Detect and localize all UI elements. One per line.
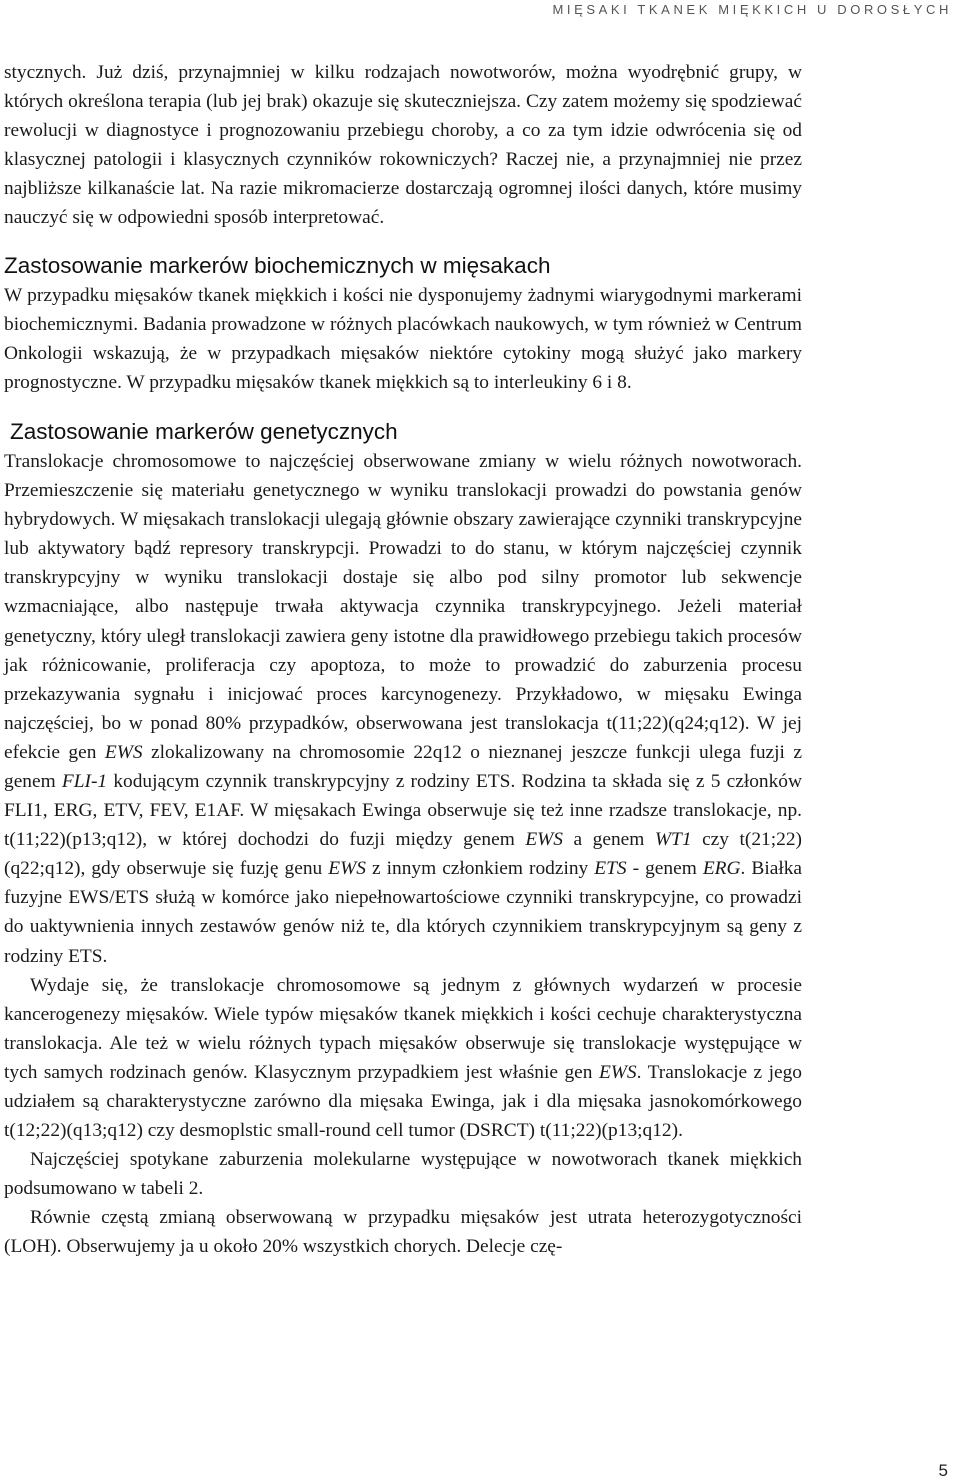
text-run: a genem bbox=[563, 829, 655, 851]
page-body bbox=[4, 58, 802, 1262]
genetic-paragraph-2 bbox=[4, 971, 802, 1146]
gene-name: EWS bbox=[525, 829, 564, 851]
text-run: - genem bbox=[626, 858, 703, 880]
genetic-paragraph-1 bbox=[4, 447, 802, 971]
text-run: z innym członkiem rodziny bbox=[365, 858, 595, 880]
gene-name: WT1 bbox=[654, 829, 692, 851]
running-header: MIĘSAKI TKANEK MIĘKKICH U DOROSŁYCH bbox=[552, 2, 952, 17]
genetic-paragraph-3: Najczęściej spotykane zaburzenia molekularne występujące w nowotworach tkanek miękkich podsumowano w tabeli 2. bbox=[4, 1149, 802, 1200]
text-run: czy t(21;22)(q22;q12), gdy obserwuje się fuzję genu bbox=[4, 829, 802, 880]
text-run: zlokalizowany na chromosomie 22q12 o nieznanej jeszcze funkcji ulega fuzji z genem bbox=[4, 741, 802, 792]
genetic-paragraph-4: Równie częstą zmianą obserwowaną w przypadku mięsaków jest utrata heterozygotyczności (LOH). Obserwujemy ja u około 20% wszystkich chorych. Delecje czę- bbox=[4, 1207, 802, 1258]
gene-name: ETS bbox=[594, 858, 627, 880]
section-heading-biochemical: Zastosowanie markerów biochemicznych w mięsakach bbox=[4, 252, 551, 278]
page-number: 5 bbox=[938, 1461, 948, 1480]
text-run: . Translokacje z jego udziałem są charakterystyczne zarówno dla mięsaka Ewinga, jak i dla mięsaka jasnokomórkowego t(12;22)(q13;q12) czy desmoplstic small-round cell tumor (DSRCT) t(11;22)(p13;q12). bbox=[4, 1061, 803, 1142]
text-run: kodującym czynnik transkrypcyjny z rodziny ETS. Rodzina ta składa się z 5 członków FLI1, ERG, ETV, FEV, E1AF. W mięsakach Ewinga obserwuje się też inne rzadsze translokacje, np. t(11;22)(p13;q12), w której dochodzi do fuzji między genem bbox=[4, 770, 802, 851]
gene-name: ERG bbox=[702, 858, 741, 880]
text-run: . Białka fuzyjne EWS/ETS służą w komórce jako niepełnowartościowe czynniki transkrypcyjne, co prowadzi do uaktywnienia innych zestawów genów niż te, dla których czynnikiem transkrypcyjnym są geny z rodziny ETS. bbox=[4, 858, 803, 967]
gene-name: FLI-1 bbox=[61, 770, 108, 792]
text-run: Wydaje się, że translokacje chromosomowe są jednym z głównych wydarzeń w procesie kancerogenezy mięsaków. Wiele typów mięsaków tkanek miękkich i kości cechuje charakterystyczna translokacja. Ale też w wielu różnych typach mięsaków obserwuje się translokacje występujące w tych samych rodzinach genów. Klasycznym przypadkiem jest właśnie gen bbox=[4, 974, 802, 1083]
biochemical-paragraph: W przypadku mięsaków tkanek miękkich i kości nie dysponujemy żadnymi wiarygodnymi markerami biochemicznymi. Badania prowadzone w różnych placówkach naukowych, w tym również w Centrum Onkologii wskazują, że w przypadkach mięsaków niektóre cytokiny mogą służyć jako markery prognostyczne. W przypadku mięsaków tkanek miękkich są to interleukiny 6 i 8. bbox=[4, 284, 802, 393]
text-run: Translokacje chromosomowe to najczęściej obserwowane zmiany w wielu różnych nowotworach. Przemieszczenie się materiału genetycznego w wyniku translokacji prowadzi do powstania genów hybrydowych. W mięsakach translokacji ulegają głównie obszary zawierające czynniki transkrypcyjne lub aktywatory bądź represory transkrypcji. Prowadzi to do stanu, w którym najczęściej czynnik transkrypcyjny w wyniku translokacji dostaje się albo pod silny promotor lub sekwencje wzmacniające, albo następuje trwała aktywacja czynnika transkrypcyjnego. Jeżeli materiał genetyczny, który uległ translokacji zawiera geny istotne dla prawidłowego przebiegu takich procesów jak różnicowanie, proliferacja czy apoptoza, to może to prowadzić do zaburzenia procesu przekazywania sygnału i inicjować proces karcynogenezy. Przykładowo, w mięsaku Ewinga najczęściej, bo w ponad 80% przypadków, obserwowana jest translokacja t(11;22)(q24;q12). W jej efekcie gen bbox=[4, 450, 802, 763]
gene-name: EWS bbox=[104, 741, 143, 763]
gene-name: EWS bbox=[598, 1061, 637, 1083]
section-heading-genetic: Zastosowanie markerów genetycznych bbox=[10, 418, 398, 444]
gene-name: EWS bbox=[328, 858, 366, 880]
intro-paragraph: stycznych. Już dziś, przynajmniej w kilku rodzajach nowotworów, można wyodrębnić grupy, w których określona terapia (lub jej brak) okazuje się skuteczniejsza. Czy zatem możemy się spodziewać rewolucji w diagnostyce i prognozowaniu przebiegu choroby, a co za tym idzie odwrócenia się od klasycznej patologii i klasycznych czynników rokowniczych? Raczej nie, a przynajmniej nie przez najbliższe kilkanaście lat. Na razie mikromacierze dostarczają ogromnej ilości danych, które musimy nauczyć się w odpowiedni sposób interpretować. bbox=[4, 62, 802, 229]
